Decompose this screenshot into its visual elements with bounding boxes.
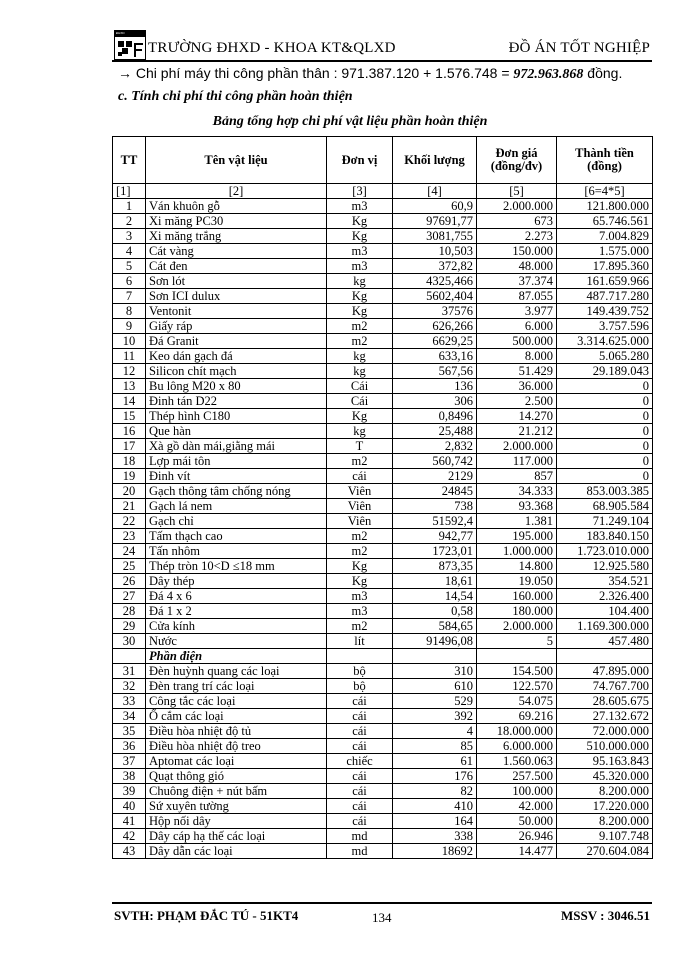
table-row: 3 Xi măng trắng Kg 3081,755 2.273 7.004.829: [113, 229, 653, 244]
table-row: 25 Thép tròn 10<D ≤18 mm Kg 873,35 14.800 12.925.580: [113, 559, 653, 574]
col-header-unit: Đơn vị: [327, 137, 393, 184]
table-row: 7 Sơn ICI dulux Kg 5602,404 87.055 487.717.280: [113, 289, 653, 304]
table-row: 39 Chuông điện + nút bấm cái 82 100.000 8.200.000: [113, 784, 653, 799]
university-logo-icon: ĐHXD: [114, 30, 146, 60]
table-row: 2 Xi măng PC30 Kg 97691,77 673 65.746.561: [113, 214, 653, 229]
table-row: 33 Công tắc các loại cái 529 54.075 28.605.675: [113, 694, 653, 709]
materials-table: [112, 136, 653, 859]
table-row: 10 Đá Granit m2 6629,25 500.000 3.314.625.000: [113, 334, 653, 349]
table-row: 36 Điều hòa nhiệt độ treo cái 85 6.000.000 510.000.000: [113, 739, 653, 754]
table-row: 30 Nước lít 91496,08 5 457.480: [113, 634, 653, 649]
table-row: 35 Điều hòa nhiệt độ tủ cái 4 18.000.000 72.000.000: [113, 724, 653, 739]
index-row: [1] [2] [3] [4] [5] [6=4*5]: [113, 184, 653, 199]
student-name: SVTH: PHẠM ĐẮC TÚ - 51KT4: [114, 908, 299, 923]
section-title: c. Tính chi phí thi công phần hoàn thiện: [118, 89, 353, 104]
table-row: 21 Gạch lá nem Viên 738 93.368 68.905.584: [113, 499, 653, 514]
thesis-label: ĐỒ ÁN TỐT NGHIỆP: [508, 40, 650, 56]
table-row: 4 Cát vàng m3 10,503 150.000 1.575.000: [113, 244, 653, 259]
table-row: 1 Ván khuôn gỗ m3 60,9 2.000.000 121.800.000: [113, 199, 653, 214]
col-header-unit-price: Đơn giá (đồng/đv): [477, 137, 557, 184]
table-header-row: [113, 137, 653, 184]
col-header-quantity: Khối lượng: [393, 137, 477, 184]
col-header-tt: TT: [113, 137, 146, 184]
table-row: 22 Gạch chỉ Viên 51592,4 1.381 71.249.104: [113, 514, 653, 529]
table-row: 19 Đinh vít cái 2129 857 0: [113, 469, 653, 484]
table-row: 23 Tấm thạch cao m2 942,77 195.000 183.840.150: [113, 529, 653, 544]
table-row: 20 Gạch thông tâm chống nóng Viên 24845 34.333 853.003.385: [113, 484, 653, 499]
table-row: 13 Bu lông M20 x 80 Cái 136 36.000 0: [113, 379, 653, 394]
machine-cost-total: 972.963.868: [513, 67, 584, 82]
table-row: 18 Lợp mái tôn m2 560,742 117.000 0: [113, 454, 653, 469]
table-row: 41 Hộp nối dây cái 164 50.000 8.200.000: [113, 814, 653, 829]
page-header: [112, 30, 652, 62]
page-number: 134: [372, 910, 392, 925]
table-row: 34 Ổ cắm các loại cái 392 69.216 27.132.672: [113, 709, 653, 724]
page-footer: [112, 902, 652, 924]
col-header-material: Tên vật liệu: [146, 137, 327, 184]
table-row: 16 Que hàn kg 25,488 21.212 0: [113, 424, 653, 439]
machine-cost-line: → Chi phí máy thi công phần thân : 971.387.120 + 1.576.748 = 972.963.868 đồng.: [118, 65, 623, 82]
col-header-amount: Thành tiền (đồng): [557, 137, 653, 184]
table-row: 15 Thép hình C180 Kg 0,8496 14.270 0: [113, 409, 653, 424]
table-row: 37 Aptomat các loại chiếc 61 1.560.063 95.163.843: [113, 754, 653, 769]
table-row: 24 Tấn nhôm m2 1723,01 1.000.000 1.723.010.000: [113, 544, 653, 559]
table-row: 11 Keo dán gạch đá kg 633,16 8.000 5.065.280: [113, 349, 653, 364]
table-row: 32 Đèn trang trí các loại bộ 610 122.570 74.767.700: [113, 679, 653, 694]
table-row: 43 Dây dẫn các loại md 18692 14.477 270.604.084: [113, 844, 653, 859]
table-row: 26 Dây thép Kg 18,61 19.050 354.521: [113, 574, 653, 589]
table-title: Bảng tổng hợp chi phí vật liệu phần hoàn thiện: [212, 114, 488, 129]
table-row: 42 Dây cáp hạ thế các loại md 338 26.946 9.107.748: [113, 829, 653, 844]
table-row: 31 Đèn huỳnh quang các loại bộ 310 154.500 47.895.000: [113, 664, 653, 679]
table-row: 40 Sứ xuyên tường cái 410 42.000 17.220.000: [113, 799, 653, 814]
table-row: 38 Quạt thông gió cái 176 257.500 45.320.000: [113, 769, 653, 784]
table-row: 9 Giấy ráp m2 626,266 6.000 3.757.596: [113, 319, 653, 334]
table-row: 29 Cửa kính m2 584,65 2.000.000 1.169.300.000: [113, 619, 653, 634]
table-row: 6 Sơn lót kg 4325,466 37.374 161.659.966: [113, 274, 653, 289]
table-row: 17 Xà gồ dàn mái,giằng mái T 2,832 2.000.000 0: [113, 439, 653, 454]
table-row: 12 Silicon chít mạch kg 567,56 51.429 29.189.043: [113, 364, 653, 379]
school-name: TRƯỜNG ĐHXD - KHOA KT&QLXD: [148, 40, 396, 56]
table-row: 8 Ventonit Kg 37576 3.977 149.439.752: [113, 304, 653, 319]
table-row: 14 Đinh tán D22 Cái 306 2.500 0: [113, 394, 653, 409]
table-row: 27 Đá 4 x 6 m3 14,54 160.000 2.326.400: [113, 589, 653, 604]
student-id: MSSV : 3046.51: [561, 908, 650, 923]
subhead-row: Phần điện: [113, 649, 653, 664]
table-row: 5 Cát đen m3 372,82 48.000 17.895.360: [113, 259, 653, 274]
table-row: 28 Đá 1 x 2 m3 0,58 180.000 104.400: [113, 604, 653, 619]
